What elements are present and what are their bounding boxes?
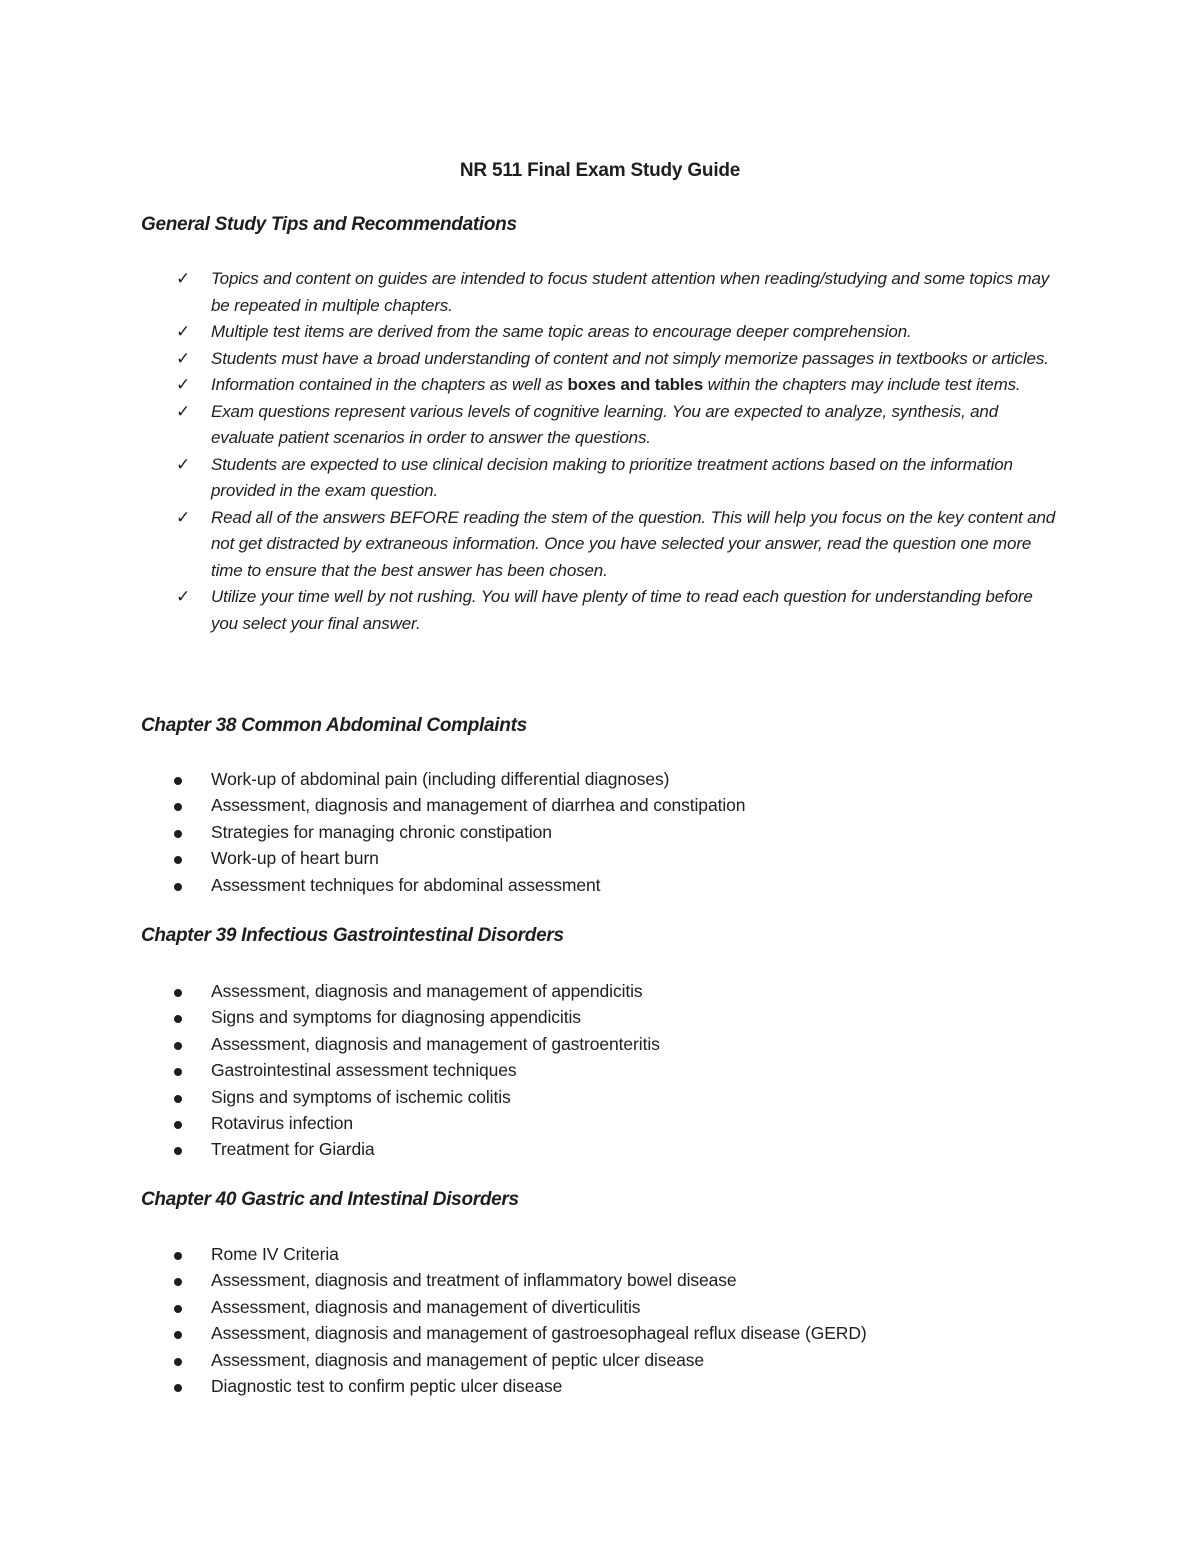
bullet-icon bbox=[174, 1042, 182, 1050]
emphasized-text: boxes and tables bbox=[567, 375, 704, 394]
checkmark-icon: ✓ bbox=[176, 454, 191, 474]
list-item: Assessment, diagnosis and management of gastroenteritis bbox=[0, 1031, 1200, 1057]
list-item: Gastrointestinal assessment techniques bbox=[0, 1057, 1200, 1083]
list-item: Rotavirus infection bbox=[0, 1110, 1200, 1136]
list-item: Signs and symptoms of ischemic colitis bbox=[0, 1084, 1200, 1110]
chapter-heading: Chapter 40 Gastric and Intestinal Disorders bbox=[141, 1189, 519, 1210]
bullet-icon bbox=[174, 1147, 182, 1155]
list-item: Assessment techniques for abdominal assessment bbox=[0, 872, 1200, 898]
tip-item: ✓ Students must have a broad understanding of content and not simply memorize passages in textbooks or articles. bbox=[0, 346, 1200, 373]
list-item: Diagnostic test to confirm peptic ulcer disease bbox=[0, 1373, 1200, 1399]
list-item: Strategies for managing chronic constipation bbox=[0, 819, 1200, 845]
list-item: Treatment for Giardia bbox=[0, 1136, 1200, 1162]
bullet-icon bbox=[174, 1121, 182, 1129]
list-item: Rome IV Criteria bbox=[0, 1241, 1200, 1267]
list-item: Signs and symptoms for diagnosing appendicitis bbox=[0, 1004, 1200, 1030]
bullet-icon bbox=[174, 989, 182, 997]
chapter-heading: Chapter 39 Infectious Gastrointestinal Disorders bbox=[141, 925, 564, 946]
bullet-icon bbox=[174, 883, 182, 891]
bullet-icon bbox=[174, 777, 182, 785]
bullet-icon bbox=[174, 1384, 182, 1392]
list-item: Work-up of heart burn bbox=[0, 845, 1200, 871]
tip-item: ✓ Read all of the answers BEFORE reading the stem of the question. This will help you focus on the key content and not get distracted by extraneous information. Once you have selected your answer, read the question one more time to ensure that the best answer has been chosen. bbox=[0, 505, 1200, 585]
list-item: Assessment, diagnosis and management of appendicitis bbox=[0, 978, 1200, 1004]
bullet-icon bbox=[174, 1252, 182, 1260]
bullet-icon bbox=[174, 1068, 182, 1076]
bullet-icon bbox=[174, 1331, 182, 1339]
checkmark-icon: ✓ bbox=[176, 348, 191, 368]
bullet-icon bbox=[174, 856, 182, 864]
tips-heading: General Study Tips and Recommendations bbox=[141, 214, 517, 235]
tips-list bbox=[0, 266, 1200, 637]
tip-item: ✓ Students are expected to use clinical decision making to prioritize treatment actions based on the information provided in the exam question. bbox=[0, 452, 1200, 505]
tip-item: ✓ Multiple test items are derived from the same topic areas to encourage deeper comprehension. bbox=[0, 319, 1200, 346]
checkmark-icon: ✓ bbox=[176, 587, 191, 606]
chapter-topic-list bbox=[0, 978, 1200, 1163]
checkmark-icon: ✓ bbox=[176, 375, 191, 394]
bullet-icon bbox=[174, 830, 182, 838]
list-item: Assessment, diagnosis and management of peptic ulcer disease bbox=[0, 1347, 1200, 1373]
list-item: Assessment, diagnosis and management of diarrhea and constipation bbox=[0, 792, 1200, 818]
list-item: Assessment, diagnosis and management of diverticulitis bbox=[0, 1294, 1200, 1320]
checkmark-icon: ✓ bbox=[176, 401, 191, 421]
bullet-icon bbox=[174, 1305, 182, 1313]
bullet-icon bbox=[174, 1358, 182, 1366]
list-item: Assessment, diagnosis and treatment of inflammatory bowel disease bbox=[0, 1267, 1200, 1293]
tip-item: ✓ Topics and content on guides are intended to focus student attention when reading/studying and some topics may be repeated in multiple chapters. bbox=[0, 266, 1200, 319]
checkmark-icon: ✓ bbox=[176, 322, 191, 341]
tip-item: ✓ Utilize your time well by not rushing. You will have plenty of time to read each question for understanding before you select your final answer. bbox=[0, 584, 1200, 637]
list-item: Work-up of abdominal pain (including differential diagnoses) bbox=[0, 766, 1200, 792]
bullet-icon bbox=[174, 1095, 182, 1103]
list-item: Assessment, diagnosis and management of gastroesophageal reflux disease (GERD) bbox=[0, 1320, 1200, 1346]
tip-item: ✓ Exam questions represent various levels of cognitive learning. You are expected to analyze, synthesis, and evaluate patient scenarios in order to answer the questions. bbox=[0, 399, 1200, 452]
chapter-topic-list bbox=[0, 1241, 1200, 1399]
tip-item: ✓ Information contained in the chapters as well as boxes and tables within the chapters may include test items. bbox=[0, 372, 1200, 399]
bullet-icon bbox=[174, 803, 182, 811]
bullet-icon bbox=[174, 1278, 182, 1286]
checkmark-icon: ✓ bbox=[176, 507, 191, 527]
checkmark-icon: ✓ bbox=[176, 269, 191, 288]
bullet-icon bbox=[174, 1015, 182, 1023]
chapter-heading: Chapter 38 Common Abdominal Complaints bbox=[141, 715, 527, 736]
document-title: NR 511 Final Exam Study Guide bbox=[459, 160, 741, 181]
chapter-topic-list bbox=[0, 766, 1200, 898]
